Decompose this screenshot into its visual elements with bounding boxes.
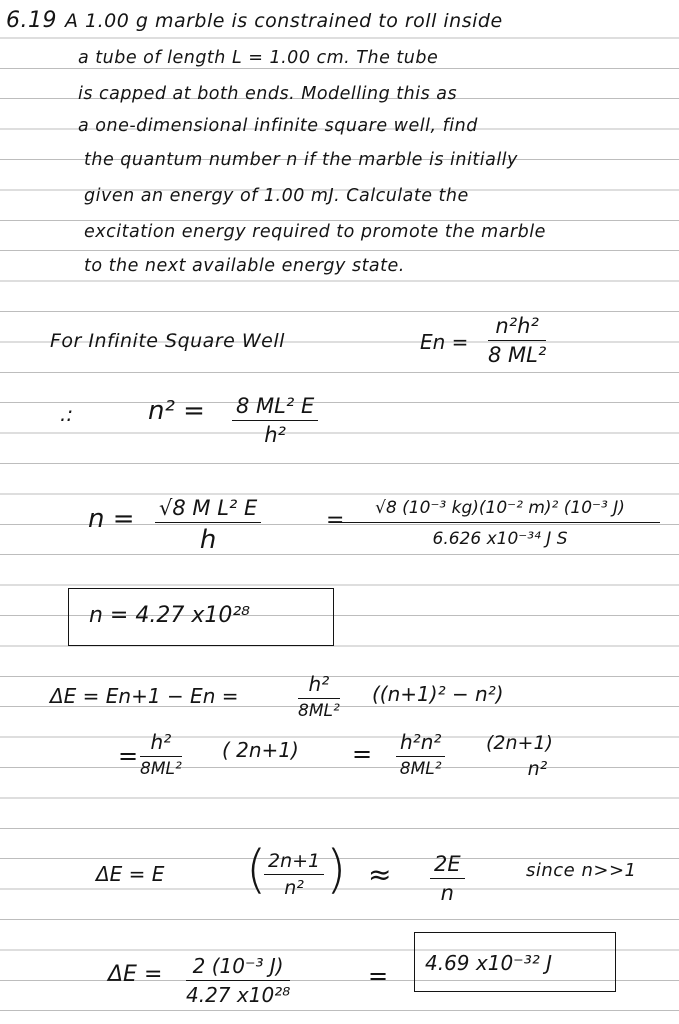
n-squared-numerator: 8 ML² E [232,394,318,421]
final-lhs: ΔE = [108,962,163,987]
final-result: 4.69 x10⁻³² J [425,951,553,975]
energy-numerator: n²h² [488,314,546,341]
delta-e3-tail-denominator: n² [527,758,548,780]
approx-lhs: ΔE = E [96,862,165,886]
problem-line-1: A 1.00 g marble is constrained to roll inside [64,10,503,32]
energy-lhs: En = [420,330,469,354]
problem-line-5: the quantum number n if the marble is initially [84,150,518,170]
final-numerator: 2 (10⁻³ J) [186,954,290,981]
delta-e2-equals: = [118,742,139,770]
n-squared-denominator: h² [264,423,286,447]
approx-close-paren: ) [326,840,347,900]
approx-result-numerator: 2E [430,852,465,879]
n-result-box [68,588,334,646]
since-note: since n>>1 [526,860,637,881]
n-lhs: n = [88,504,135,534]
energy-fraction [488,314,546,367]
problem-line-4: a one-dimensional infinite square well, find [78,116,478,136]
final-fraction [186,954,290,1007]
delta-e2-denominator: 8ML² [140,759,182,779]
delta-e-lhs: ΔE = En+1 − En = [50,684,239,708]
n-substitution-denominator: 6.626 x10⁻³⁴ J S [432,529,568,549]
delta-e3-denominator: 8ML² [399,759,442,779]
delta-e3-tail-numerator: (2n+1) [486,732,553,754]
delta-e3-tail-fraction [486,732,553,780]
problem-line-6: given an energy of 1.00 mJ. Calculate the [84,186,469,206]
delta-e3-equals: = [352,740,373,768]
n-numerator: √8 M L² E [155,496,261,523]
delta-e-numerator: h² [298,672,340,699]
approx-numerator: 2n+1 [264,850,324,875]
delta-e3-numerator: h²n² [396,730,445,757]
problem-number: 6.19 [6,8,57,33]
delta-e2-tail: ( 2n+1) [222,738,299,762]
problem-line-7: excitation energy required to promote the marble [84,222,546,242]
final-denominator: 4.27 x10²⁸ [186,983,291,1007]
final-equals: = [368,962,389,990]
n-squared-fraction [232,394,318,447]
n-denominator: h [199,525,217,555]
delta-e2-numerator: h² [140,730,182,757]
n-substitution-numerator: √8 (10⁻³ kg)(10⁻² m)² (10⁻³ J) [340,498,660,523]
approx-open-paren: ( [246,840,267,900]
final-result-box [414,932,616,992]
delta-e-denominator: 8ML² [298,701,340,721]
n-substitution-fraction [340,498,660,549]
approx-result-fraction [430,852,465,905]
solution-heading: For Infinite Square Well [50,330,285,352]
delta-e-tail: ((n+1)² − n²) [372,682,504,706]
delta-e-fraction [298,672,340,721]
approx-fraction [264,850,324,899]
approx-denominator: n² [284,877,304,899]
delta-e3-fraction [396,730,445,779]
approx-result-denominator: n [440,881,454,905]
n-fraction [155,496,261,555]
problem-line-2: a tube of length L = 1.00 cm. The tube [78,48,439,68]
n-equals: = [326,508,345,533]
approx-symbol: ≈ [368,858,392,891]
problem-first-line [6,8,503,33]
energy-denominator: 8 ML² [488,343,547,367]
therefore-symbol: .: [60,402,74,426]
problem-line-8: to the next available energy state. [84,256,405,276]
problem-line-3: is capped at both ends. Modelling this as [78,84,458,104]
n-squared-lhs: n² = [148,396,205,426]
n-result: n = 4.27 x10²⁸ [89,603,250,628]
delta-e2-fraction [140,730,182,779]
